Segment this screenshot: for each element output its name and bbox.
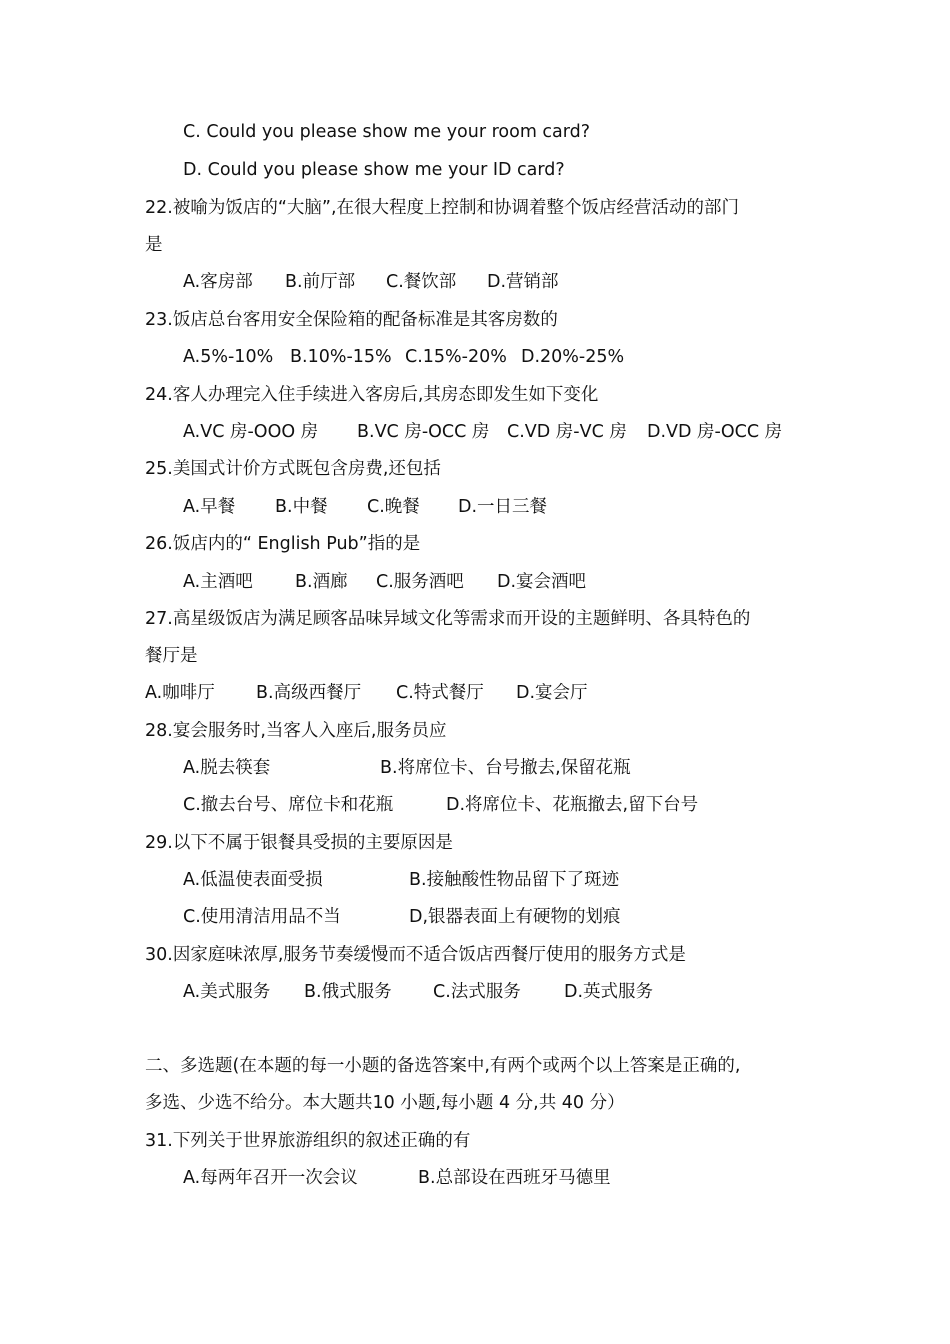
q25-option-d: D.一日三餐 bbox=[458, 497, 548, 517]
q26-option-a: A.主酒吧 bbox=[183, 572, 253, 592]
q27-stem-line1: 27.高星级饭店为满足顾客品味异域文化等需求而开设的主题鲜明、各具特色的 bbox=[145, 609, 751, 629]
q29-option-d: D,银器表面上有硬物的划痕 bbox=[409, 907, 621, 927]
q24-option-d: D.VD 房-OCC 房 bbox=[647, 422, 783, 442]
q29-option-c: C.使用清洁用品不当 bbox=[183, 907, 341, 927]
q29-option-a: A.低温使表面受损 bbox=[183, 870, 323, 890]
q30-option-b: B.俄式服务 bbox=[304, 982, 392, 1002]
q24-option-c: C.VD 房-VC 房 bbox=[507, 422, 627, 442]
q29-option-b: B.接触酸性物品留下了斑迹 bbox=[409, 870, 620, 890]
q25-option-b: B.中餐 bbox=[275, 497, 328, 517]
q31-option-b: B.总部设在西班牙马德里 bbox=[418, 1168, 611, 1188]
q23-stem: 23.饭店总台客用安全保险箱的配备标准是其客房数的 bbox=[145, 310, 558, 330]
q21-option-d: D. Could you please show me your ID card? bbox=[183, 160, 565, 180]
q21-option-c: C. Could you please show me your room card? bbox=[183, 122, 591, 142]
section2-heading-line2: 多选、少选不给分。本大题共10 小题,每小题 4 分,共 40 分） bbox=[145, 1093, 625, 1113]
q26-option-c: C.服务酒吧 bbox=[376, 572, 464, 592]
q28-option-b: B.将席位卡、台号撤去,保留花瓶 bbox=[380, 758, 631, 778]
q25-option-c: C.晚餐 bbox=[367, 497, 420, 517]
q28-option-a: A.脱去筷套 bbox=[183, 758, 271, 778]
q22-option-d: D.营销部 bbox=[487, 272, 559, 292]
q30-option-d: D.英式服务 bbox=[564, 982, 654, 1002]
q28-stem: 28.宴会服务时,当客人入座后,服务员应 bbox=[145, 721, 447, 741]
q27-option-d: D.宴会厅 bbox=[516, 683, 588, 703]
q22-stem-line1: 22.被喻为饭店的“大脑”,在很大程度上控制和协调着整个饭店经营活动的部门 bbox=[145, 198, 740, 218]
q22-option-c: C.餐饮部 bbox=[386, 272, 457, 292]
q23-option-b: B.10%-15% bbox=[290, 347, 392, 367]
q25-option-a: A.早餐 bbox=[183, 497, 236, 517]
q28-option-c: C.撤去台号、席位卡和花瓶 bbox=[183, 795, 394, 815]
q27-option-a: A.咖啡厅 bbox=[145, 683, 215, 703]
q31-option-a: A.每两年召开一次会议 bbox=[183, 1168, 358, 1188]
q24-option-a: A.VC 房-OOO 房 bbox=[183, 422, 319, 442]
q23-option-a: A.5%-10% bbox=[183, 347, 274, 367]
q30-option-a: A.美式服务 bbox=[183, 982, 271, 1002]
q22-option-b: B.前厅部 bbox=[285, 272, 356, 292]
q23-option-d: D.20%-25% bbox=[521, 347, 625, 367]
q25-stem: 25.美国式计价方式既包含房费,还包括 bbox=[145, 459, 441, 479]
q28-option-d: D.将席位卡、花瓶撤去,留下台号 bbox=[446, 795, 699, 815]
q26-option-d: D.宴会酒吧 bbox=[497, 572, 587, 592]
q24-stem: 24.客人办理完入住手续进入客房后,其房态即发生如下变化 bbox=[145, 385, 599, 405]
q23-option-c: C.15%-20% bbox=[405, 347, 507, 367]
q30-stem: 30.因家庭味浓厚,服务节奏缓慢而不适合饭店西餐厅使用的服务方式是 bbox=[145, 945, 686, 965]
section2-heading-line1: 二、多选题(在本题的每一小题的备选答案中,有两个或两个以上答案是正确的, bbox=[145, 1056, 741, 1076]
q26-option-b: B.酒廊 bbox=[295, 572, 348, 592]
q30-option-c: C.法式服务 bbox=[433, 982, 521, 1002]
q22-stem-line2: 是 bbox=[145, 235, 163, 255]
q24-option-b: B.VC 房-OCC 房 bbox=[357, 422, 490, 442]
q27-option-b: B.高级西餐厅 bbox=[256, 683, 362, 703]
q31-stem: 31.下列关于世界旅游组织的叙述正确的有 bbox=[145, 1131, 471, 1151]
q27-stem-line2: 餐厅是 bbox=[145, 646, 198, 666]
q27-option-c: C.特式餐厅 bbox=[396, 683, 484, 703]
q22-option-a: A.客房部 bbox=[183, 272, 253, 292]
q26-stem: 26.饭店内的“ English Pub”指的是 bbox=[145, 534, 421, 554]
q29-stem: 29.以下不属于银餐具受损的主要原因是 bbox=[145, 833, 453, 853]
